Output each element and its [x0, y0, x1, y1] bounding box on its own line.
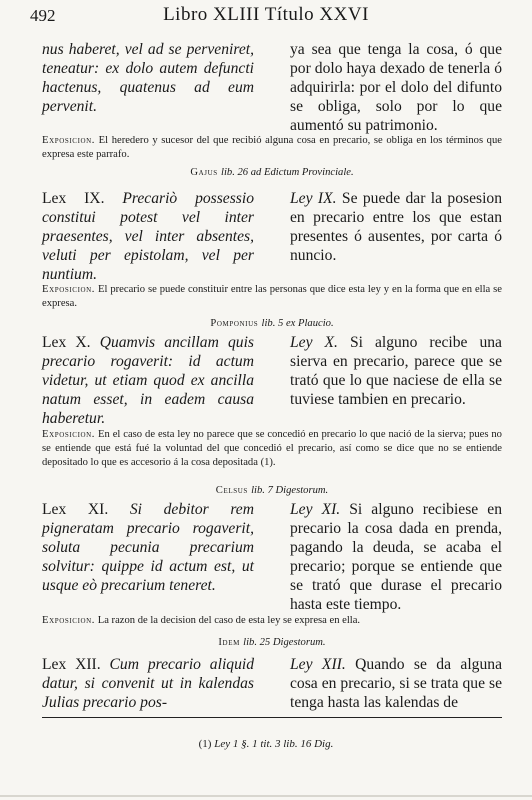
law-block-xi [42, 500, 502, 614]
law-heading: Lex XII. [42, 656, 101, 673]
spanish-text: Ley XII. Quando se da alguna cosa en precario, si se trata que se tenga hasta las kalendas de [290, 656, 502, 711]
law-block-xii [42, 655, 502, 712]
page-header [0, 4, 532, 30]
exposition: Exposicion. El precario se puede constituir entre las personas que dice esta ley y en la forma que en ella se expresa. [42, 284, 502, 309]
source-citation: Pomponius lib. 5 ex Plaucio. [210, 318, 334, 329]
law-heading: Ley IX. [290, 190, 337, 207]
running-title: Libro XLIII Título XXVI [163, 4, 369, 25]
exposition: Exposicion. El heredero y sucesor del que recibió alguna cosa en precario, se obliga en los términos que expresa este parrafo. [42, 135, 502, 160]
continuation-block [42, 40, 502, 135]
law-block-ix [42, 189, 502, 284]
law-heading: Lex X. [42, 334, 91, 351]
law-heading: Lex IX. [42, 190, 105, 207]
spanish-text: Ley X. Si alguno recibe una sierva en precario, parece que se trató que lo que naciese de ella se tuviese tambien en precario. [290, 334, 502, 408]
latin-text: nus haberet, vel ad se perveniret, teneatur: ex dolo autem defuncti hactenus, quatenus ad eum pervenit. [42, 41, 254, 115]
law-heading: Ley X. [290, 334, 338, 351]
page-edge-divider [0, 795, 532, 797]
source-citation: Idem lib. 25 Digestorum. [218, 637, 326, 648]
footnote-marker: (1) [198, 738, 212, 750]
law-block-x [42, 333, 502, 428]
page-number: 492 [30, 6, 56, 25]
footnote-text: Ley 1 §. 1 tit. 3 lib. 16 Dig. [214, 738, 334, 750]
source-citation: Celsus lib. 7 Digestorum. [215, 485, 329, 496]
exposition: Exposicion. La razon de la decision del caso de esta ley se expresa en ella. [42, 615, 361, 626]
spanish-text: Ley IX. Se puede dar la posesion en precario entre los que estan presentes ó ausentes, por carta ó nuncio. [290, 190, 502, 264]
law-heading: Ley XI. [290, 501, 341, 518]
latin-text: Lex IX. Precariò possessio constitui potest vel inter praesentes, vel inter absentes, veluti per epistolam, vel per nuntium. [42, 190, 254, 283]
footnote [0, 738, 532, 750]
footnote-rule [42, 717, 502, 718]
latin-text: Lex XI. Si debitor rem pigneratam precario rogaverit, soluta pecunia precarium solvitur: quippe id actum est, ut usque eò precarium teneret. [42, 501, 254, 594]
spanish-text: ya sea que tenga la cosa, ó que por dolo haya dexado de tenerla ó adquirirla: por el dolo del difunto se obliga, solo por lo que aumentó su patrimonio. [290, 41, 502, 134]
latin-text: Lex X. Quamvis ancillam quis precario rogaverit: id actum videtur, ut etiam quod ex ancilla natum esset, in eadem causa haberetur. [42, 334, 254, 427]
exposition: Exposicion. En el caso de esta ley no parece que se concedió en precario lo que nació de la sierva; pues no se entiende que está fué la voluntad del que concedió el precario, así como se dice que no se entiende depositado lo que es accesorio á la cosa depositada (1). [42, 429, 502, 468]
law-heading: Lex XI. [42, 501, 109, 518]
law-heading: Ley XII. [290, 656, 346, 673]
spanish-text: Ley XI. Si alguno recibiese en precario la cosa dada en prenda, pagando la deuda, se acaba el precario; porque se entiende que se trató que durase el precario hasta este tiempo. [290, 501, 502, 613]
source-citation: Gajus lib. 26 ad Edictum Provinciale. [190, 167, 354, 178]
latin-text: Lex XII. Cum precario aliquid datur, si convenit ut in kalendas Julias precario pos- [42, 656, 254, 711]
